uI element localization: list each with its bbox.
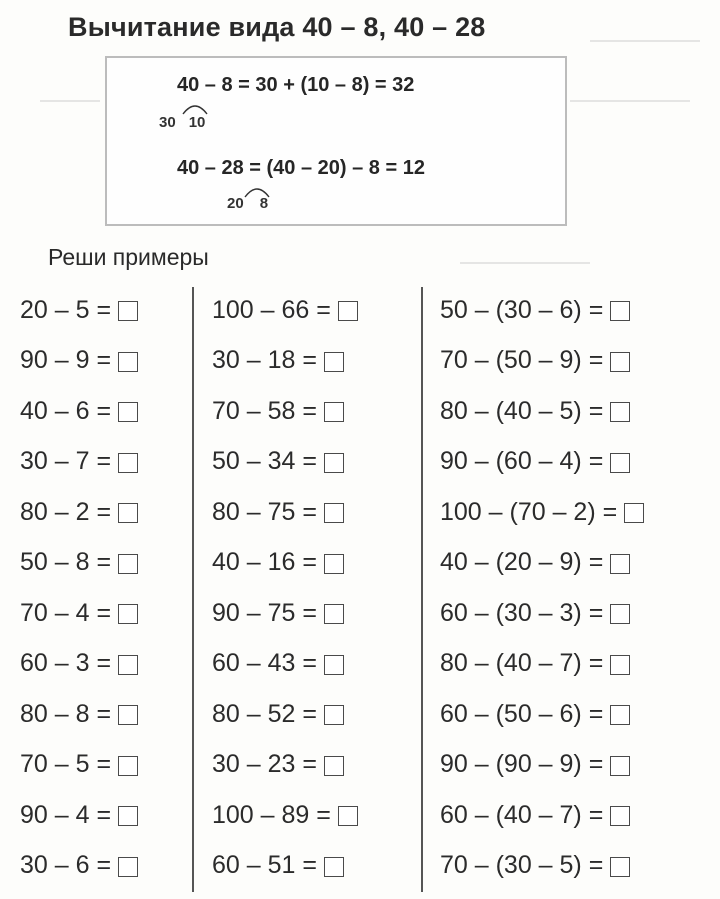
answer-box[interactable] <box>118 705 138 725</box>
exercise-text: 80 – 75 = <box>212 497 317 526</box>
exercise-row <box>212 689 358 740</box>
exercise-row <box>20 285 138 336</box>
exercise-text: 70 – 58 = <box>212 396 317 425</box>
exercise-row <box>212 386 358 437</box>
answer-box[interactable] <box>324 857 344 877</box>
exercise-row <box>212 841 358 892</box>
exercise-text: 50 – 34 = <box>212 447 317 476</box>
bleed-through-mark <box>460 262 590 264</box>
exercise-text: 20 – 5 = <box>20 295 112 324</box>
exercise-row <box>212 285 358 336</box>
exercise-text: 60 – 51 = <box>212 851 317 880</box>
part-value: 20 <box>227 195 244 212</box>
exercise-row <box>440 386 644 437</box>
exercise-text: 90 – 9 = <box>20 346 112 375</box>
answer-box[interactable] <box>324 503 344 523</box>
answer-box[interactable] <box>118 402 138 422</box>
column-brackets <box>440 285 644 891</box>
exercise-text: 30 – 18 = <box>212 346 317 375</box>
answer-box[interactable] <box>118 857 138 877</box>
exercise-text: 90 – 4 = <box>20 800 112 829</box>
column-two-digit <box>212 285 358 891</box>
exercise-text: 40 – (20 – 9) = <box>440 548 604 577</box>
answer-box[interactable] <box>324 604 344 624</box>
answer-box[interactable] <box>118 655 138 675</box>
answer-box[interactable] <box>324 655 344 675</box>
exercise-text: 70 – (30 – 5) = <box>440 851 604 880</box>
exercise-text: 70 – 4 = <box>20 598 112 627</box>
exercise-text: 100 – (70 – 2) = <box>440 497 618 526</box>
answer-box[interactable] <box>610 806 630 826</box>
part-value: 8 <box>259 195 269 212</box>
exercise-row <box>212 437 358 488</box>
answer-box[interactable] <box>324 756 344 776</box>
rule-example-1: 40 – 8 = 30 + (10 – 8) = 32 <box>177 74 415 96</box>
part-value: 10 <box>188 114 206 131</box>
exercise-row <box>212 538 358 589</box>
answer-box[interactable] <box>118 352 138 372</box>
exercise-text: 100 – 89 = <box>212 800 331 829</box>
exercise-text: 60 – (40 – 7) = <box>440 800 604 829</box>
column-divider <box>421 287 423 892</box>
exercise-row <box>440 689 644 740</box>
exercise-row <box>212 790 358 841</box>
answer-box[interactable] <box>610 301 630 321</box>
exercise-text: 80 – 52 = <box>212 699 317 728</box>
split-arc-1 <box>177 96 217 116</box>
exercise-row <box>212 639 358 690</box>
exercise-row <box>20 689 138 740</box>
answer-box[interactable] <box>610 756 630 776</box>
exercise-text: 60 – (30 – 3) = <box>440 598 604 627</box>
answer-box[interactable] <box>610 705 630 725</box>
instruction-heading: Реши примеры <box>48 244 209 270</box>
exercise-text: 60 – (50 – 6) = <box>440 699 604 728</box>
bleed-through-mark <box>590 40 700 42</box>
exercise-text: 80 – 2 = <box>20 497 112 526</box>
exercise-row <box>212 740 358 791</box>
answer-box[interactable] <box>610 352 630 372</box>
page-title: Вычитание вида 40 – 8, 40 – 28 <box>68 12 486 42</box>
rule-example-2-parts <box>227 195 268 212</box>
answer-box[interactable] <box>118 453 138 473</box>
exercise-text: 60 – 43 = <box>212 649 317 678</box>
exercise-text: 50 – 8 = <box>20 548 112 577</box>
exercise-text: 50 – (30 – 6) = <box>440 295 604 324</box>
answer-box[interactable] <box>624 503 644 523</box>
bleed-through-mark <box>570 100 690 102</box>
exercise-row <box>440 841 644 892</box>
exercise-row <box>20 386 138 437</box>
exercise-text: 40 – 16 = <box>212 548 317 577</box>
answer-box[interactable] <box>610 604 630 624</box>
exercise-text: 90 – (60 – 4) = <box>440 447 604 476</box>
exercise-text: 90 – (90 – 9) = <box>440 750 604 779</box>
answer-box[interactable] <box>324 402 344 422</box>
exercise-row <box>20 588 138 639</box>
exercise-text: 60 – 3 = <box>20 649 112 678</box>
exercise-row <box>440 740 644 791</box>
column-divider <box>192 287 194 892</box>
exercise-row <box>20 790 138 841</box>
answer-box[interactable] <box>338 301 358 321</box>
answer-box[interactable] <box>338 806 358 826</box>
exercise-row <box>20 740 138 791</box>
part-value: 30 <box>159 114 176 131</box>
exercise-text: 70 – 5 = <box>20 750 112 779</box>
rule-box <box>105 56 567 226</box>
exercise-row <box>20 639 138 690</box>
exercise-row <box>212 487 358 538</box>
answer-box[interactable] <box>118 503 138 523</box>
exercise-text: 80 – (40 – 5) = <box>440 396 604 425</box>
exercise-row <box>440 639 644 690</box>
exercise-row <box>20 538 138 589</box>
answer-box[interactable] <box>118 756 138 776</box>
exercise-row <box>440 487 644 538</box>
answer-box[interactable] <box>324 554 344 574</box>
answer-box[interactable] <box>118 806 138 826</box>
exercise-row <box>440 437 644 488</box>
exercise-text: 30 – 23 = <box>212 750 317 779</box>
exercise-row <box>440 336 644 387</box>
column-simple <box>20 285 138 891</box>
exercise-text: 30 – 6 = <box>20 851 112 880</box>
rule-example-1-parts <box>159 114 205 131</box>
exercise-text: 80 – (40 – 7) = <box>440 649 604 678</box>
exercise-row <box>440 588 644 639</box>
exercise-text: 70 – (50 – 9) = <box>440 346 604 375</box>
exercise-row <box>20 437 138 488</box>
answer-box[interactable] <box>324 705 344 725</box>
exercise-row <box>440 790 644 841</box>
exercise-row <box>440 538 644 589</box>
answer-box[interactable] <box>610 453 630 473</box>
answer-box[interactable] <box>610 655 630 675</box>
rule-example-2: 40 – 28 = (40 – 20) – 8 = 12 <box>177 157 425 179</box>
answer-box[interactable] <box>118 301 138 321</box>
answer-box[interactable] <box>324 352 344 372</box>
exercise-text: 40 – 6 = <box>20 396 112 425</box>
answer-box[interactable] <box>610 402 630 422</box>
exercise-text: 100 – 66 = <box>212 295 331 324</box>
exercise-row <box>20 487 138 538</box>
exercise-text: 30 – 7 = <box>20 447 112 476</box>
exercise-row <box>20 336 138 387</box>
exercise-row <box>440 285 644 336</box>
answer-box[interactable] <box>610 554 630 574</box>
bleed-through-mark <box>40 100 100 102</box>
exercise-row <box>212 336 358 387</box>
exercise-row <box>212 588 358 639</box>
answer-box[interactable] <box>610 857 630 877</box>
answer-box[interactable] <box>118 554 138 574</box>
exercise-text: 80 – 8 = <box>20 699 112 728</box>
exercise-text: 90 – 75 = <box>212 598 317 627</box>
answer-box[interactable] <box>118 604 138 624</box>
answer-box[interactable] <box>324 453 344 473</box>
exercise-row <box>20 841 138 892</box>
